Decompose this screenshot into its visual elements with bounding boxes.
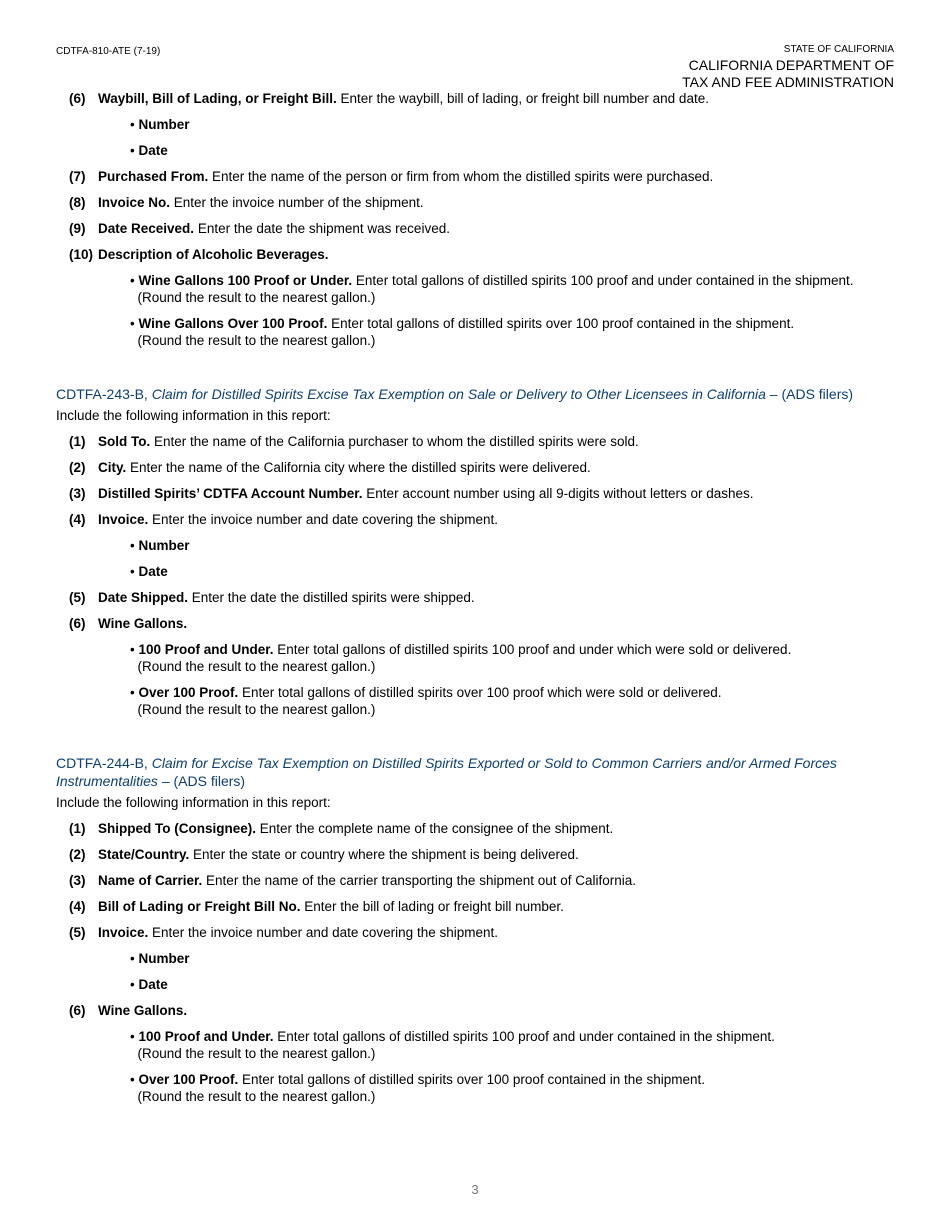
sub-bullet: • Wine Gallons Over 100 Proof. Enter total gallons of distilled spirits over 100 proof contained in the shipment. (Round the result to the nearest gallon.) xyxy=(130,316,795,348)
item-number: (4) xyxy=(69,512,86,527)
sub-bullet: • Date xyxy=(130,564,168,579)
bullet-label: Wine Gallons 100 Proof or Under. xyxy=(138,273,353,288)
agency-header xyxy=(682,43,894,91)
bullet-label: Number xyxy=(138,117,190,132)
list-item xyxy=(56,90,896,107)
form-code: CDTFA-244-B, xyxy=(56,755,152,771)
item-label: Bill of Lading or Freight Bill No. xyxy=(98,899,301,914)
bullet-note: (Round the result to the nearest gallon.) xyxy=(137,290,376,305)
bullet-note: (Round the result to the nearest gallon.) xyxy=(137,333,376,348)
list-item xyxy=(56,220,896,237)
item-number: (5) xyxy=(69,590,86,605)
item-label: Shipped To (Consignee). xyxy=(98,821,256,836)
bullet-text: Enter total gallons of distilled spirits over 100 proof contained in the shipment. xyxy=(238,1072,706,1087)
list-item xyxy=(56,589,896,606)
bullet-note: (Round the result to the nearest gallon.) xyxy=(137,659,376,674)
bullet-label: Number xyxy=(138,951,190,966)
sub-bullet: • Number xyxy=(130,117,190,132)
item-text: Enter the bill of lading or freight bill number. xyxy=(300,899,564,914)
bullet-text: Enter total gallons of distilled spirits 100 proof and under contained in the shipment. xyxy=(273,1029,775,1044)
item-text: Enter the invoice number and date covering the shipment. xyxy=(148,925,498,940)
item-number: (8) xyxy=(69,195,86,210)
bullet-label: Over 100 Proof. xyxy=(138,685,239,700)
item-number: (3) xyxy=(69,486,86,501)
item-number: (4) xyxy=(69,899,86,914)
item-label: City. xyxy=(98,460,127,475)
sub-bullet: • Number xyxy=(130,951,190,966)
bullet-label: 100 Proof and Under. xyxy=(138,1029,274,1044)
document-body xyxy=(56,90,896,1114)
list-item xyxy=(56,872,896,889)
list-item xyxy=(56,615,896,632)
item-text: Enter the name of the California purchaser to whom the distilled spirits were sold. xyxy=(150,434,639,449)
item-text: Enter the date the distilled spirits were shipped. xyxy=(188,590,475,605)
sub-bullet: • Date xyxy=(130,143,168,158)
item-label: Purchased From. xyxy=(98,169,209,184)
item-label: Date Received. xyxy=(98,221,195,236)
item-number: (5) xyxy=(69,925,86,940)
item-text: Enter the name of the person or firm from whom the distilled spirits were purchased. xyxy=(208,169,714,184)
bullet-text: Enter total gallons of distilled spirits over 100 proof contained in the shipment. xyxy=(327,316,795,331)
dept-name-line2: TAX AND FEE ADMINISTRATION xyxy=(682,74,894,90)
item-label: Description of Alcoholic Beverages. xyxy=(98,247,329,262)
dept-name-line1: CALIFORNIA DEPARTMENT OF xyxy=(688,57,894,73)
item-number: (1) xyxy=(69,821,86,836)
item-text: Enter account number using all 9-digits without letters or dashes. xyxy=(362,486,754,501)
item-label: Sold To. xyxy=(98,434,151,449)
list-item xyxy=(56,820,896,837)
item-text: Enter the waybill, bill of lading, or freight bill number and date. xyxy=(336,91,709,106)
item-label: Wine Gallons. xyxy=(98,616,188,631)
bullet-label: 100 Proof and Under. xyxy=(138,642,274,657)
item-text: Enter the complete name of the consignee of the shipment. xyxy=(256,821,614,836)
list-item xyxy=(56,459,896,476)
sub-bullet: • Over 100 Proof. Enter total gallons of distilled spirits over 100 proof contained in the shipment. (Round the result to the nearest gallon.) xyxy=(130,1072,706,1104)
section-intro: Include the following information in this report: xyxy=(56,795,331,810)
form-title: Claim for Excise Tax Exemption on Distilled Spirits Exported or Sold to Common Carriers and/or Armed Forces Instrumentalities xyxy=(56,755,837,789)
bullet-note: (Round the result to the nearest gallon.) xyxy=(137,702,376,717)
list-item xyxy=(56,846,896,863)
list-item xyxy=(56,485,896,502)
sub-bullet: • 100 Proof and Under. Enter total gallons of distilled spirits 100 proof and under contained in the shipment. (Round the result to the nearest gallon.) xyxy=(130,1029,775,1061)
list-item xyxy=(56,433,896,450)
bullet-text: Enter total gallons of distilled spirits 100 proof and under contained in the shipment. xyxy=(352,273,854,288)
bullet-label: Date xyxy=(138,564,168,579)
state-label: STATE OF CALIFORNIA xyxy=(783,44,894,55)
item-text: Enter the state or country where the shipment is being delivered. xyxy=(189,847,579,862)
bullet-text: Enter total gallons of distilled spirits over 100 proof which were sold or delivered. xyxy=(238,685,722,700)
item-label: Name of Carrier. xyxy=(98,873,203,888)
bullet-label: Number xyxy=(138,538,190,553)
sub-bullet: • Over 100 Proof. Enter total gallons of distilled spirits over 100 proof which were sold or delivered. (Round the result to the nearest gallon.) xyxy=(130,685,722,717)
item-text: Enter the date the shipment was received. xyxy=(194,221,450,236)
item-text: Enter the name of the California city where the distilled spirits were delivered. xyxy=(126,460,591,475)
item-label: Date Shipped. xyxy=(98,590,189,605)
bullet-label: Over 100 Proof. xyxy=(138,1072,239,1087)
item-number: (7) xyxy=(69,169,86,184)
section-intro: Include the following information in this report: xyxy=(56,408,331,423)
form-title: Claim for Distilled Spirits Excise Tax Exemption on Sale or Delivery to Other Licensees in California xyxy=(151,386,766,402)
bullet-label: Date xyxy=(138,143,168,158)
form-suffix: – (ADS filers) xyxy=(765,386,854,402)
item-number: (6) xyxy=(69,1003,86,1018)
sub-bullet: • Date xyxy=(130,977,168,992)
item-number: (9) xyxy=(69,221,86,236)
item-label: Distilled Spirits’ CDTFA Account Number. xyxy=(98,486,363,501)
bullet-text: Enter total gallons of distilled spirits 100 proof and under which were sold or delivered. xyxy=(273,642,792,657)
item-label: Wine Gallons. xyxy=(98,1003,188,1018)
item-number: (2) xyxy=(69,460,86,475)
section-title-243b xyxy=(56,385,896,403)
item-text: Enter the invoice number and date covering the shipment. xyxy=(148,512,498,527)
item-label: Invoice No. xyxy=(98,195,171,210)
bullet-note: (Round the result to the nearest gallon.) xyxy=(137,1046,376,1061)
sub-bullet: • Wine Gallons 100 Proof or Under. Enter total gallons of distilled spirits 100 proof and under contained in the shipment. (Round the result to the nearest gallon.) xyxy=(130,273,854,305)
item-number: (3) xyxy=(69,873,86,888)
item-number: (1) xyxy=(69,434,86,449)
list-item xyxy=(56,246,896,263)
list-item xyxy=(56,1002,896,1019)
list-item xyxy=(56,898,896,915)
bullet-label: Wine Gallons Over 100 Proof. xyxy=(138,316,328,331)
list-item xyxy=(56,924,896,941)
item-text: Enter the invoice number of the shipment. xyxy=(170,195,424,210)
bullet-note: (Round the result to the nearest gallon.) xyxy=(137,1089,376,1104)
list-item xyxy=(56,511,896,528)
item-label: Invoice. xyxy=(98,512,149,527)
form-suffix: – (ADS filers) xyxy=(157,773,246,789)
item-label: Waybill, Bill of Lading, or Freight Bill. xyxy=(98,91,337,106)
sub-bullet: • 100 Proof and Under. Enter total gallons of distilled spirits 100 proof and under which were sold or delivered. (Round the result to the nearest gallon.) xyxy=(130,642,792,674)
item-label: State/Country. xyxy=(98,847,190,862)
list-item xyxy=(56,168,896,185)
item-text: Enter the name of the carrier transporting the shipment out of California. xyxy=(202,873,637,888)
bullet-label: Date xyxy=(138,977,168,992)
section-title-244b xyxy=(56,754,896,790)
sub-bullet: • Number xyxy=(130,538,190,553)
item-number: (10) xyxy=(69,247,94,262)
item-number: (2) xyxy=(69,847,86,862)
item-number: (6) xyxy=(69,91,86,106)
page-number: 3 xyxy=(471,1182,479,1197)
list-item xyxy=(56,194,896,211)
form-code: CDTFA-243-B, xyxy=(56,386,152,402)
item-number: (6) xyxy=(69,616,86,631)
item-label: Invoice. xyxy=(98,925,149,940)
form-id: CDTFA-810-ATE (7-19) xyxy=(56,46,161,57)
